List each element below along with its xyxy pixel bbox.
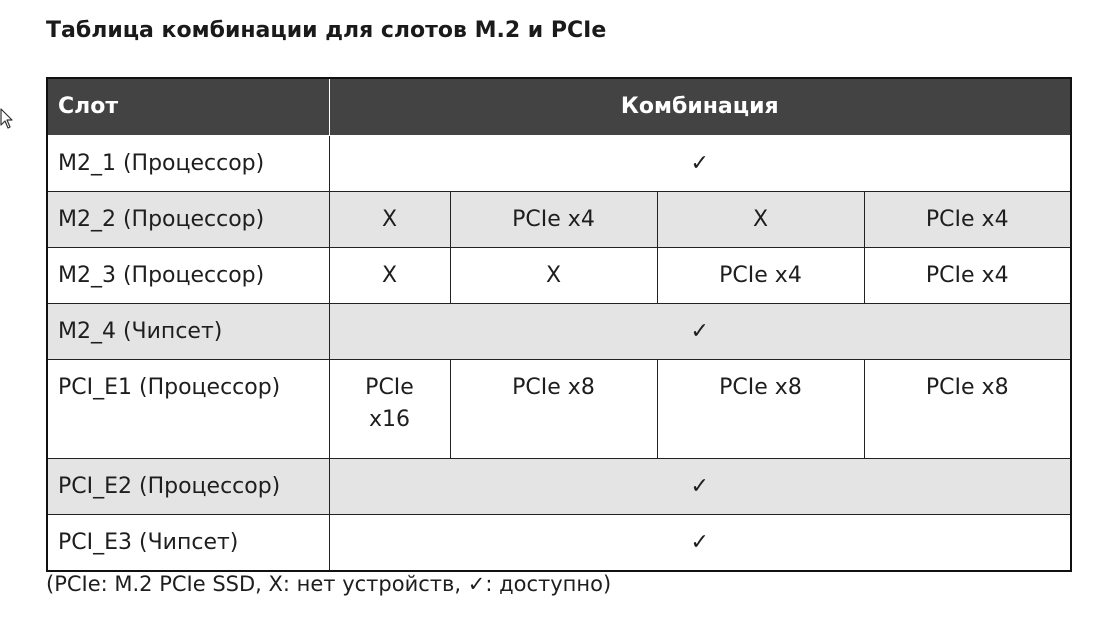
combination-cell: PCIe x8 <box>864 360 1071 459</box>
combination-cell: PCIe x4 <box>657 248 864 304</box>
table-row <box>47 304 1071 360</box>
table-row <box>47 360 1071 459</box>
table-footnote: (PCIe: M.2 PCIe SSD, X: нет устройств, ✓: доступно) <box>46 572 612 596</box>
combination-cell: PCIe x4 <box>864 248 1071 304</box>
slot-name: M2_3 (Процессор) <box>47 248 329 304</box>
table-header-row <box>47 78 1071 136</box>
combination-available: ✓ <box>329 515 1071 572</box>
slot-name: M2_4 (Чипсет) <box>47 304 329 360</box>
combination-table <box>46 77 1072 572</box>
combination-cell: X <box>329 192 450 248</box>
table-row <box>47 459 1071 515</box>
combination-cell: X <box>657 192 864 248</box>
combination-available: ✓ <box>329 304 1071 360</box>
page-title: Таблица комбинации для слотов М.2 и PCIe <box>46 18 607 43</box>
combination-cell: PCIe x8 <box>657 360 864 459</box>
slot-name: PCI_E2 (Процессор) <box>47 459 329 515</box>
slot-name: PCI_E3 (Чипсет) <box>47 515 329 572</box>
table-row <box>47 515 1071 572</box>
slot-name: M2_1 (Процессор) <box>47 136 329 192</box>
table-row <box>47 248 1071 304</box>
table-row <box>47 192 1071 248</box>
combination-available: ✓ <box>329 136 1071 192</box>
combination-cell: X <box>450 248 657 304</box>
combination-available: ✓ <box>329 459 1071 515</box>
mouse-pointer-icon <box>0 108 14 130</box>
combination-cell: PCIe x16 <box>329 360 450 459</box>
slot-name: M2_2 (Процессор) <box>47 192 329 248</box>
combination-cell: PCIe x4 <box>864 192 1071 248</box>
slot-name: PCI_E1 (Процессор) <box>47 360 329 459</box>
column-header-slot: Слот <box>47 78 329 136</box>
column-header-combination: Комбинация <box>329 78 1071 136</box>
table-row <box>47 136 1071 192</box>
combination-cell: X <box>329 248 450 304</box>
combination-cell: PCIe x8 <box>450 360 657 459</box>
combination-cell: PCIe x4 <box>450 192 657 248</box>
